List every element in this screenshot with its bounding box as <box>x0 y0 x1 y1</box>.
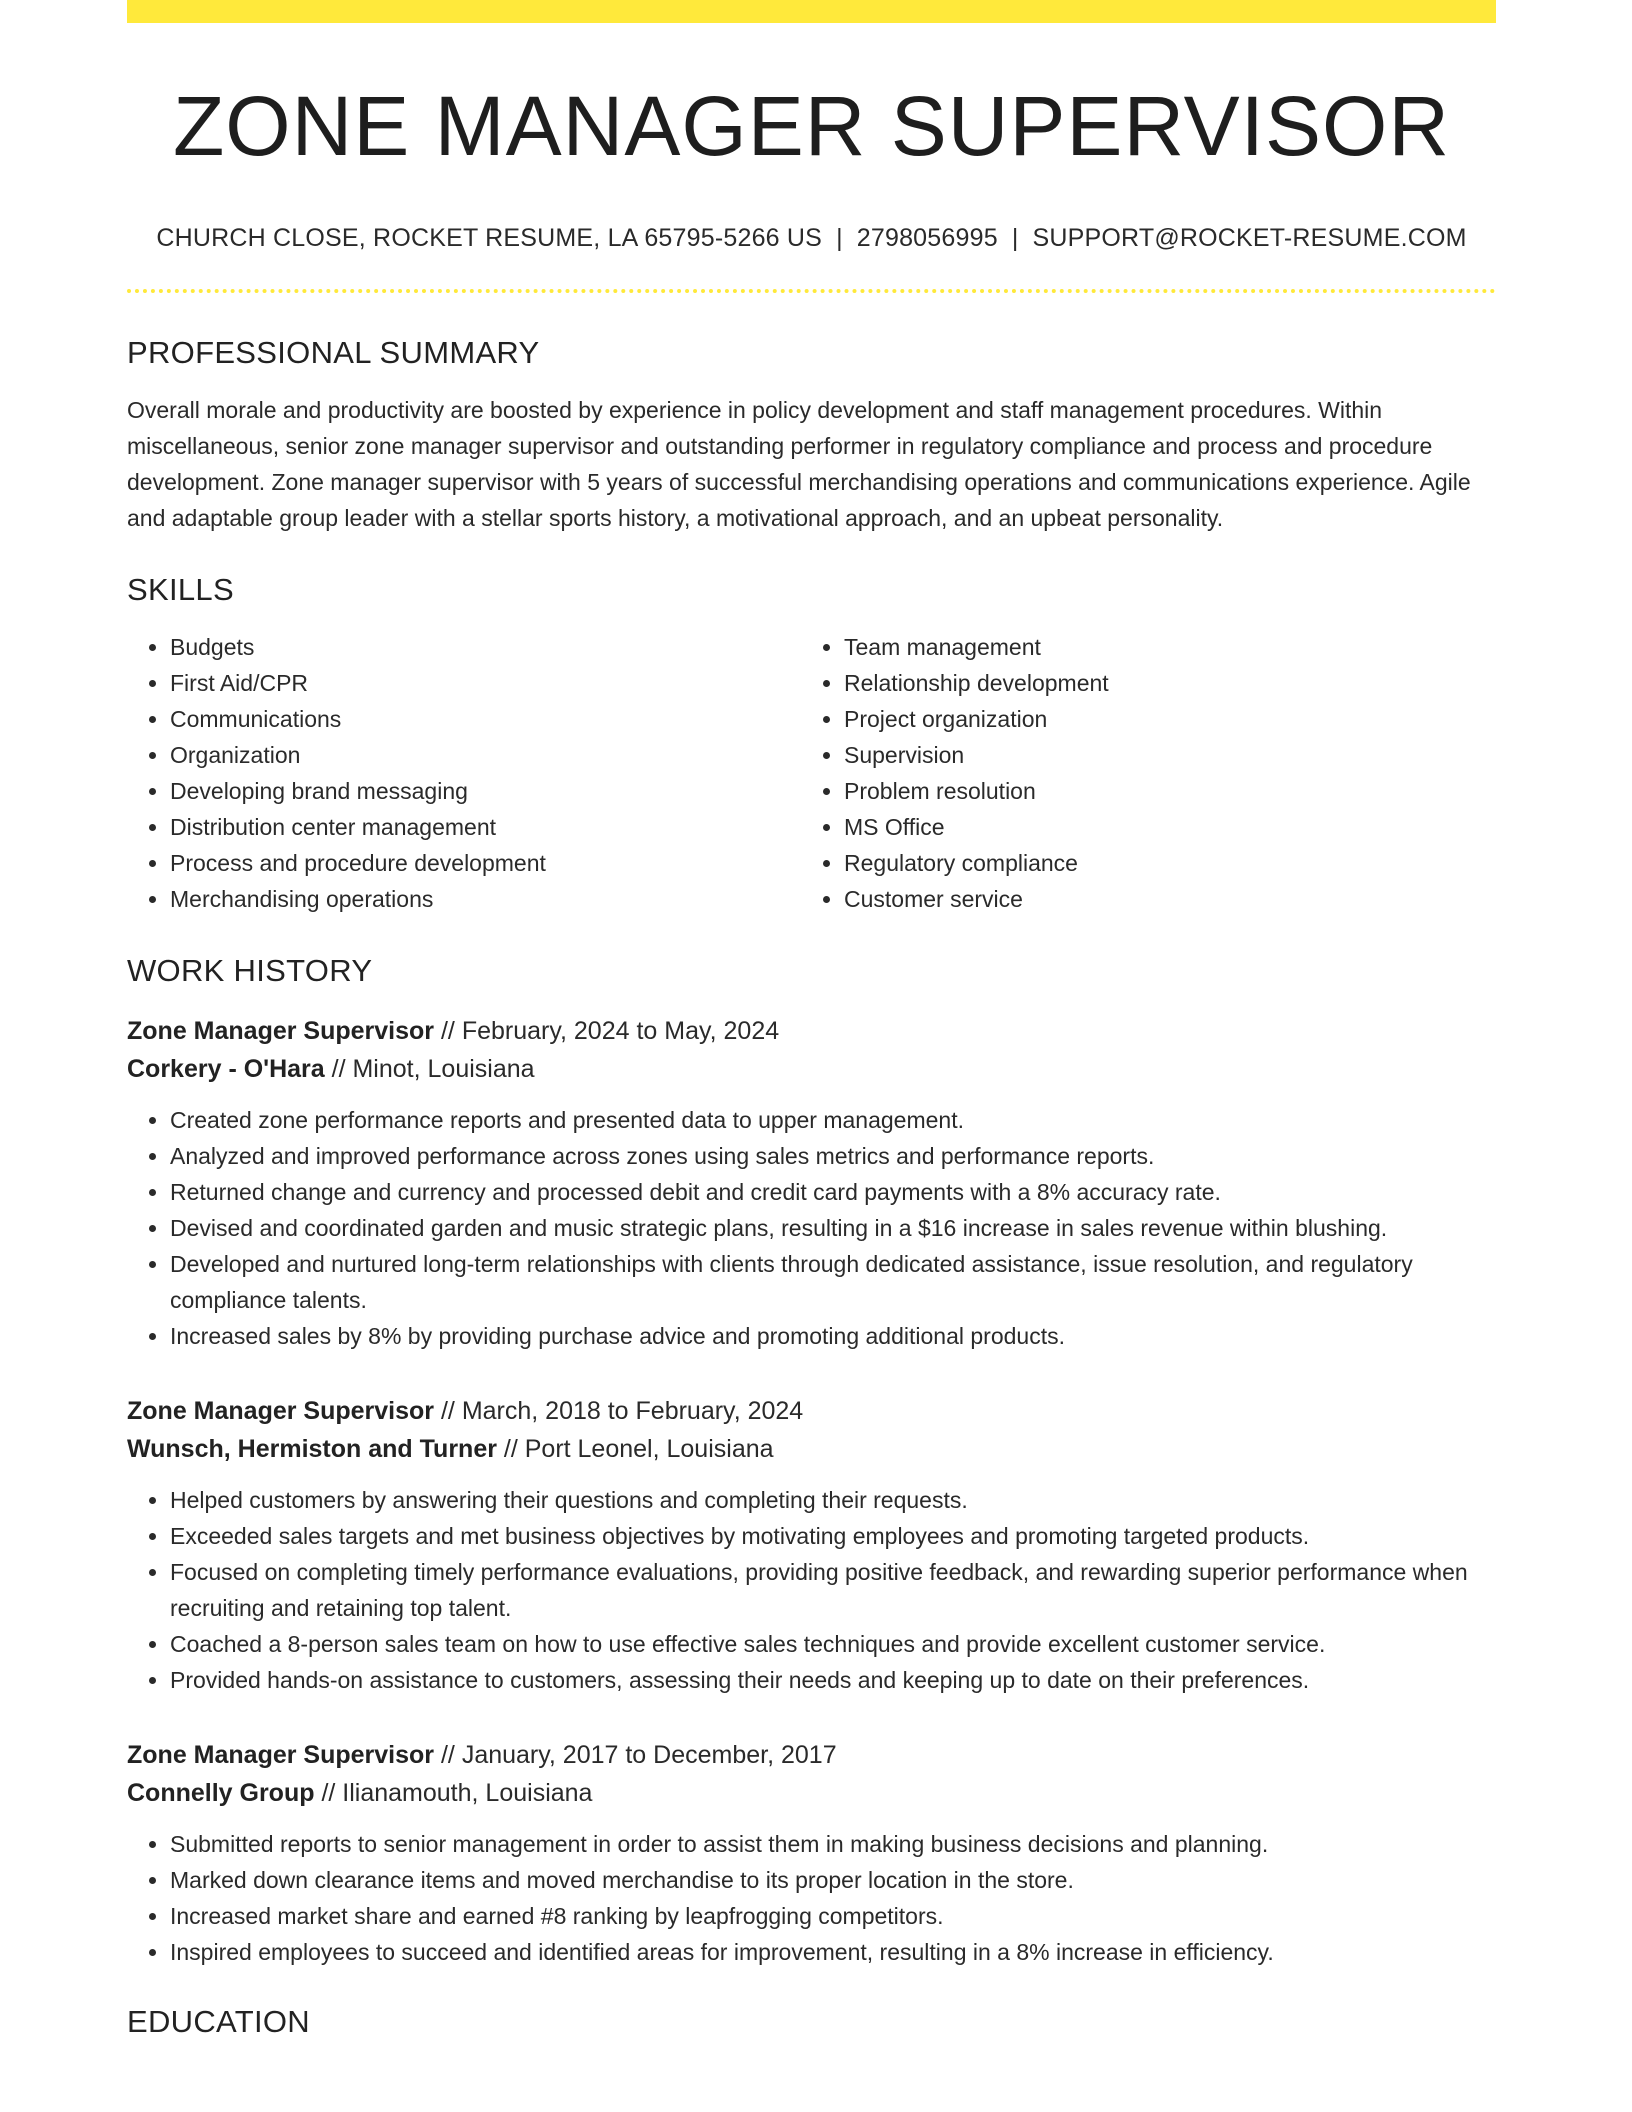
job-title-line <box>127 1392 1496 1430</box>
job-company: Corkery - O'Hara <box>127 1055 325 1083</box>
skill-item: • Communications <box>170 701 801 737</box>
work-history-heading: WORK HISTORY <box>127 953 373 988</box>
skill-item: • Organization <box>170 737 801 773</box>
job-bullet: • Increased market share and earned #8 ranking by leapfrogging competitors. <box>170 1898 1496 1934</box>
job-bullet: • Marked down clearance items and moved merchandise to its proper location in the store. <box>170 1862 1496 1898</box>
skill-item: • MS Office <box>844 809 1475 845</box>
job-bullet: • Coached a 8-person sales team on how to use effective sales techniques and provide excellent customer service. <box>170 1626 1496 1662</box>
skills-column-left <box>127 629 801 917</box>
job-entry <box>127 1392 1496 1698</box>
job-dates: // February, 2024 to May, 2024 <box>434 1017 780 1045</box>
contact-line <box>127 226 1496 251</box>
summary-heading: PROFESSIONAL SUMMARY <box>127 335 540 370</box>
skill-item: • Budgets <box>170 629 801 665</box>
skill-item: • Customer service <box>844 881 1475 917</box>
job-role: Zone Manager Supervisor <box>127 1741 435 1769</box>
job-bullet: • Submitted reports to senior management in order to assist them in making business decisions and planning. <box>170 1826 1496 1862</box>
job-bullet: • Analyzed and improved performance across zones using sales metrics and performance reports. <box>170 1138 1496 1174</box>
contact-address: CHURCH CLOSE, ROCKET RESUME, LA 65795-5266 US <box>156 224 823 252</box>
contact-email: SUPPORT@ROCKET-RESUME.COM <box>1032 224 1467 252</box>
education-heading: EDUCATION <box>127 2004 310 2039</box>
header-divider <box>127 289 1496 293</box>
skill-item: • Distribution center management <box>170 809 801 845</box>
job-company-line <box>127 1430 1496 1468</box>
job-location: // Ilianamouth, Louisiana <box>314 1779 593 1807</box>
skill-item: • Problem resolution <box>844 773 1475 809</box>
job-bullet: • Returned change and currency and processed debit and credit card payments with a 8% accuracy rate. <box>170 1174 1496 1210</box>
job-bullets <box>127 1102 1496 1354</box>
job-bullet: • Devised and coordinated garden and music strategic plans, resulting in a $16 increase in sales revenue within blushing. <box>170 1210 1496 1246</box>
skills-heading: SKILLS <box>127 572 234 607</box>
job-company-line <box>127 1774 1496 1812</box>
job-title-line <box>127 1736 1496 1774</box>
job-company: Wunsch, Hermiston and Turner <box>127 1435 497 1463</box>
job-title-line <box>127 1012 1496 1050</box>
contact-separator: | <box>1011 224 1019 252</box>
job-entry <box>127 1736 1496 1970</box>
skill-item: • First Aid/CPR <box>170 665 801 701</box>
job-dates: // January, 2017 to December, 2017 <box>434 1741 837 1769</box>
job-bullet: • Focused on completing timely performance evaluations, providing positive feedback, and rewarding superior performance when recruiting and retaining top talent. <box>170 1554 1496 1626</box>
top-accent-bar <box>127 0 1496 23</box>
skill-item: • Team management <box>844 629 1475 665</box>
job-bullet: • Helped customers by answering their questions and completing their requests. <box>170 1482 1496 1518</box>
skill-item: • Regulatory compliance <box>844 845 1475 881</box>
skill-item: • Process and procedure development <box>170 845 801 881</box>
skill-item: • Project organization <box>844 701 1475 737</box>
summary-text: Overall morale and productivity are boosted by experience in policy development and staff management procedures. Within miscellaneous, senior zone manager supervisor and outstanding performer in regulatory compliance and process and procedure development. Zone manager supervisor with 5 years of successful merchandising operations and communications experience. Agile and adaptable group leader with a stellar sports history, a motivational approach, and an upbeat personality. <box>127 397 1471 531</box>
skill-item: • Supervision <box>844 737 1475 773</box>
job-bullet: • Created zone performance reports and presented data to upper management. <box>170 1102 1496 1138</box>
skill-item: • Merchandising operations <box>170 881 801 917</box>
job-bullet: • Provided hands-on assistance to customers, assessing their needs and keeping up to date on their preferences. <box>170 1662 1496 1698</box>
job-bullet: • Inspired employees to succeed and identified areas for improvement, resulting in a 8% increase in efficiency. <box>170 1934 1496 1970</box>
job-entry <box>127 1012 1496 1354</box>
job-dates: // March, 2018 to February, 2024 <box>434 1397 804 1425</box>
skills-column-right <box>801 629 1475 917</box>
job-role: Zone Manager Supervisor <box>127 1017 435 1045</box>
job-bullet: • Developed and nurtured long-term relationships with clients through dedicated assistance, issue resolution, and regulatory compliance talents. <box>170 1246 1496 1318</box>
job-location: // Minot, Louisiana <box>324 1055 535 1083</box>
job-bullets <box>127 1826 1496 1970</box>
contact-phone: 2798056995 <box>856 224 998 252</box>
skill-item: • Developing brand messaging <box>170 773 801 809</box>
job-company: Connelly Group <box>127 1779 315 1807</box>
contact-separator: | <box>836 224 843 252</box>
resume-page <box>127 0 1496 2037</box>
skills-list <box>127 629 1496 917</box>
job-bullet: • Increased sales by 8% by providing purchase advice and promoting additional products. <box>170 1318 1496 1354</box>
skill-item: • Relationship development <box>844 665 1475 701</box>
job-company-line <box>127 1050 1496 1088</box>
resume-name: ZONE MANAGER SUPERVISOR <box>172 79 1450 173</box>
job-bullet: • Exceeded sales targets and met business objectives by motivating employees and promoting targeted products. <box>170 1518 1496 1554</box>
job-location: // Port Leonel, Louisiana <box>496 1435 774 1463</box>
job-bullets <box>127 1482 1496 1698</box>
job-role: Zone Manager Supervisor <box>127 1397 435 1425</box>
